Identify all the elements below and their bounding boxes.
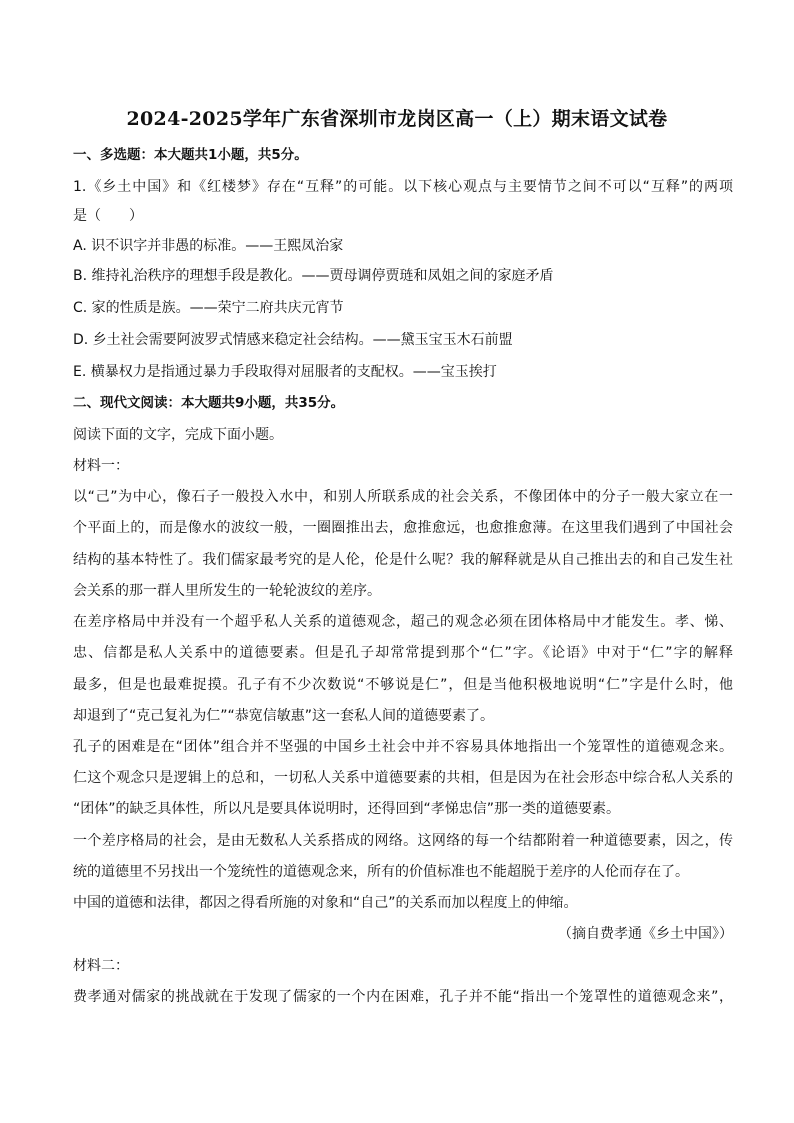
option-b: B. 维持礼治秩序的理想手段是教化。——贾母调停贾琏和凤姐之间的家庭矛盾	[73, 268, 554, 284]
question-stem-line: 1.《乡土中国》和《红楼梦》存在“互释”的可能。以下核心观点与主要情节之间不可以“互释”的两项	[73, 179, 733, 195]
option-c: C. 家的性质是族。——荣宁二府共庆元宵节	[73, 300, 344, 316]
paragraph-line: 以“己”为中心，像石子一般投入水中，和别人所联系成的社会关系，不像团体中的分子一般大家立在一	[73, 489, 733, 505]
section-heading-multiple-choice: 一、多选题：本大题共1小题，共5分。	[73, 147, 308, 163]
exam-title: 2024-2025学年广东省深圳市龙岗区高一（上）期末语文试卷	[126, 108, 668, 130]
paragraph-line: 在差序格局中并没有一个超乎私人关系的道德观念，超己的观念必须在团体格局中才能发生。孝、悌、	[73, 614, 733, 630]
paragraph-line: 中国的道德和法律，都因之得看所施的对象和“自己”的关系而加以程度上的伸缩。	[73, 895, 578, 911]
paragraph-line: 结构的基本特性了。我们儒家最考究的是人伦，伦是什么呢？我的解释就是从自己推出去的和自己发生社	[73, 552, 733, 568]
question-stem-line: 是（ ）	[73, 208, 143, 224]
paragraph-line: 忠、信都是私人关系中的道德要素。但是孔子却常常提到那个“仁”字。《论语》中对于“仁”字的解释	[73, 645, 733, 661]
option-e: E. 横暴权力是指通过暴力手段取得对屈服者的支配权。——宝玉挨打	[73, 364, 497, 380]
paragraph-line: 仁这个观念只是逻辑上的总和，一切私人关系中道德要素的共相，但是因为在社会形态中综合私人关系的	[73, 770, 733, 786]
paragraph-line: 个平面上的，而是像水的波纹一般，一圈圈推出去，愈推愈远，也愈推愈薄。在这里我们遇到了中国社会	[73, 520, 733, 536]
reading-instruction: 阅读下面的文字，完成下面小题。	[73, 427, 283, 443]
paragraph-line: “团体”的缺乏具体性，所以凡是要具体说明时，还得回到“孝悌忠信”那一类的道德要素。	[73, 801, 621, 817]
option-d: D. 乡土社会需要阿波罗式情感来稳定社会结构。——黛玉宝玉木石前盟	[73, 332, 513, 348]
paragraph-line: 统的道德里不另找出一个笼统性的道德观念来，所有的价值标准也不能超脱于差序的人伦而存在了。	[73, 864, 689, 880]
paragraph-line: 孔子的困难是在“团体”组合并不坚强的中国乡土社会中并不容易具体地指出一个笼罩性的道德观念来。	[73, 739, 733, 755]
section-heading-reading: 二、现代文阅读：本大题共9小题，共35分。	[73, 395, 345, 411]
paragraph-line: 费孝通对儒家的挑战就在于发现了儒家的一个内在困难，孔子并不能“指出一个笼罩性的道德观念来”，	[73, 989, 733, 1005]
paragraph-line: 却退到了“克己复礼为仁”“恭宽信敏惠”这一套私人间的道德要素了。	[73, 708, 495, 724]
material-source: （摘自费孝通《乡土中国》）	[558, 926, 733, 942]
material-label: 材料二：	[73, 958, 129, 974]
option-a: A. 识不识字并非愚的标准。——王熙凤治家	[73, 238, 344, 254]
paragraph-line: 最多，但是也最难捉摸。孔子有不少次数说“不够说是仁”，但是当他积极地说明“仁”字是什么时，他	[73, 677, 733, 693]
paragraph-line: 一个差序格局的社会，是由无数私人关系搭成的网络。这网络的每一个结都附着一种道德要素，因之，传	[73, 833, 733, 849]
paragraph-line: 会关系的那一群人里所发生的一轮轮波纹的差序。	[73, 583, 381, 599]
material-label: 材料一：	[73, 458, 129, 474]
